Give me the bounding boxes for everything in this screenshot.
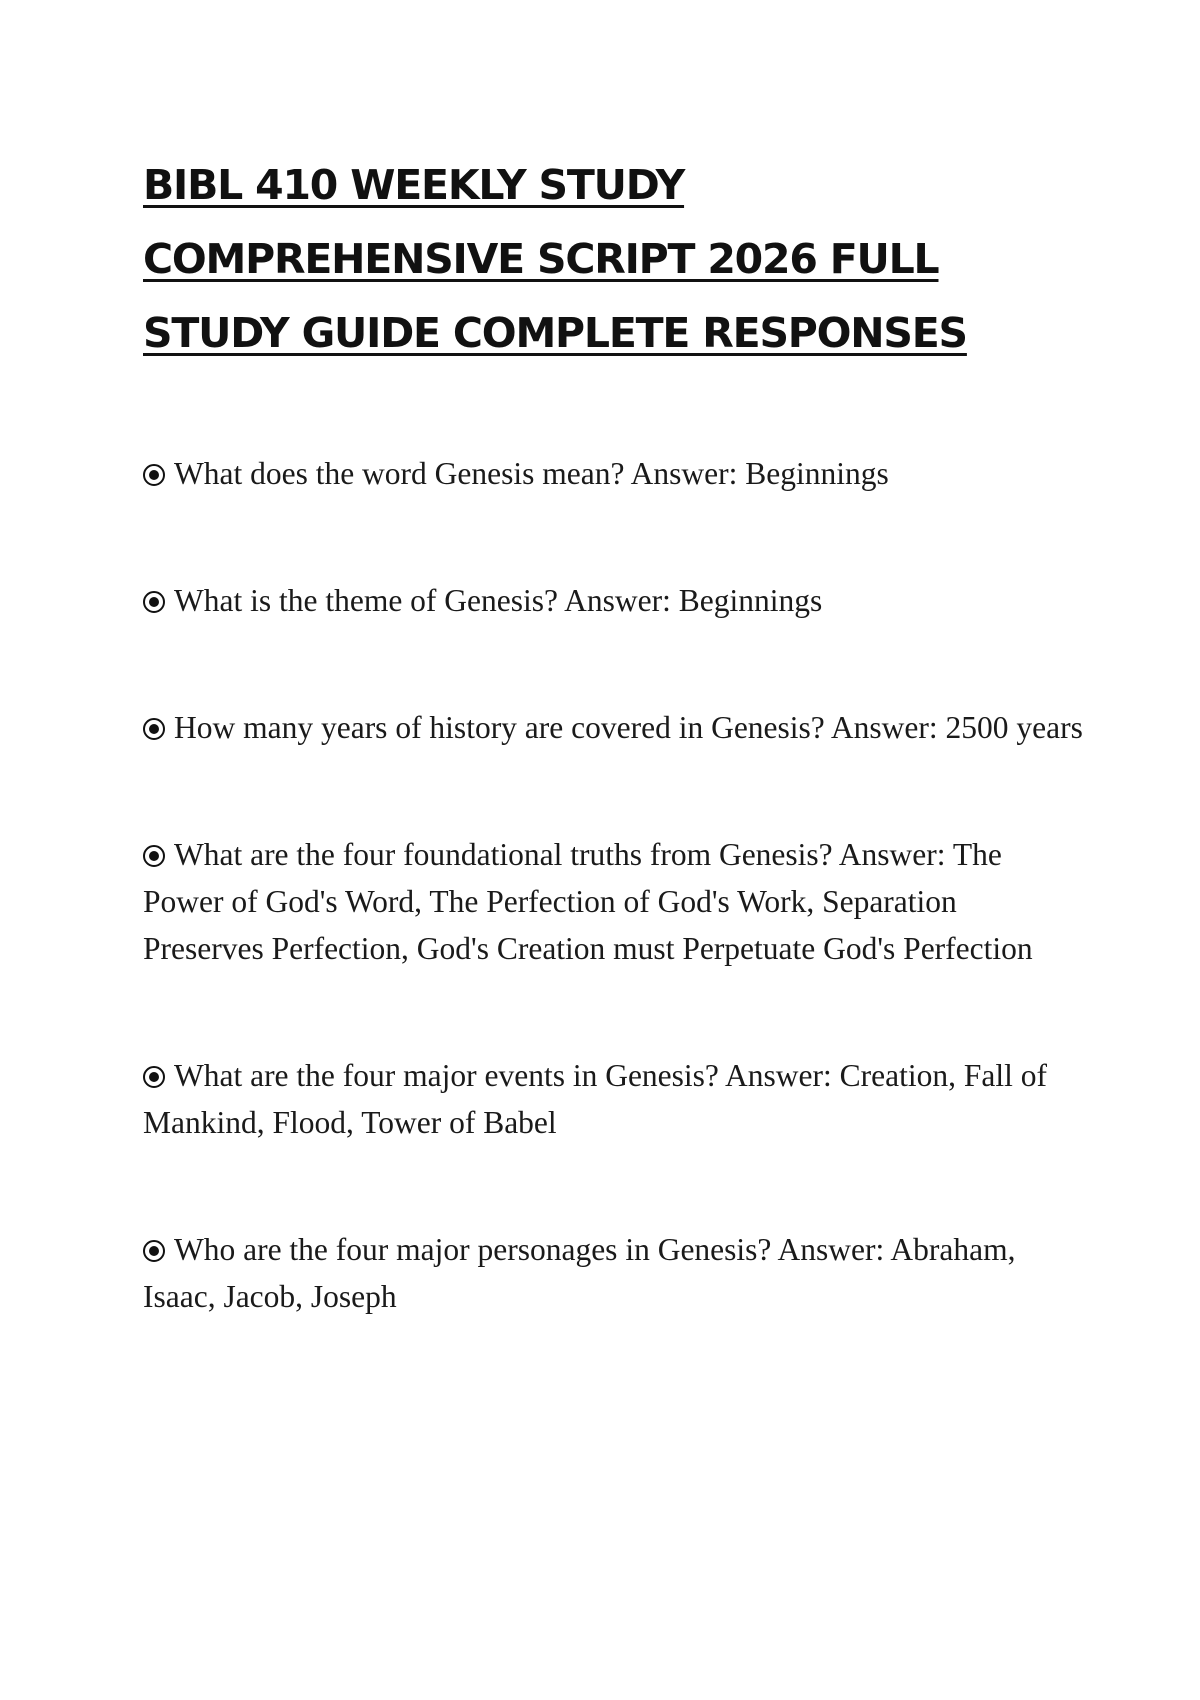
question-answer-text: How many years of history are covered in Genesis? Answer: 2500 years bbox=[174, 710, 1083, 745]
question-answer-text: What are the four major events in Genesis? Answer: Creation, Fall of Mankind, Flood, Tower of Babel bbox=[143, 1058, 1047, 1140]
question-list bbox=[143, 450, 1083, 1320]
question-answer-text: What is the theme of Genesis? Answer: Beginnings bbox=[174, 583, 823, 618]
radio-bullet-icon bbox=[143, 718, 165, 740]
list-item bbox=[143, 450, 1083, 497]
radio-bullet-icon bbox=[143, 845, 165, 867]
radio-bullet-icon bbox=[143, 464, 165, 486]
page-title: BIBL 410 WEEKLY STUDY COMPREHENSIVE SCRIPT 2026 FULL STUDY GUIDE COMPLETE RESPONSES bbox=[143, 161, 967, 357]
question-answer-text: Who are the four major personages in Genesis? Answer: Abraham, Isaac, Jacob, Joseph bbox=[143, 1232, 1016, 1314]
list-item bbox=[143, 1052, 1083, 1146]
list-item bbox=[143, 704, 1083, 751]
list-item bbox=[143, 831, 1083, 972]
radio-bullet-icon bbox=[143, 591, 165, 613]
radio-bullet-icon bbox=[143, 1066, 165, 1088]
list-item bbox=[143, 1226, 1083, 1320]
radio-bullet-icon bbox=[143, 1240, 165, 1262]
question-answer-text: What does the word Genesis mean? Answer: Beginnings bbox=[174, 456, 889, 491]
question-answer-text: What are the four foundational truths from Genesis? Answer: The Power of God's Word, The Perfection of God's Work, Separation Preserves Perfection, God's Creation must Perpetuate God's Perfection bbox=[143, 837, 1033, 966]
list-item bbox=[143, 577, 1083, 624]
